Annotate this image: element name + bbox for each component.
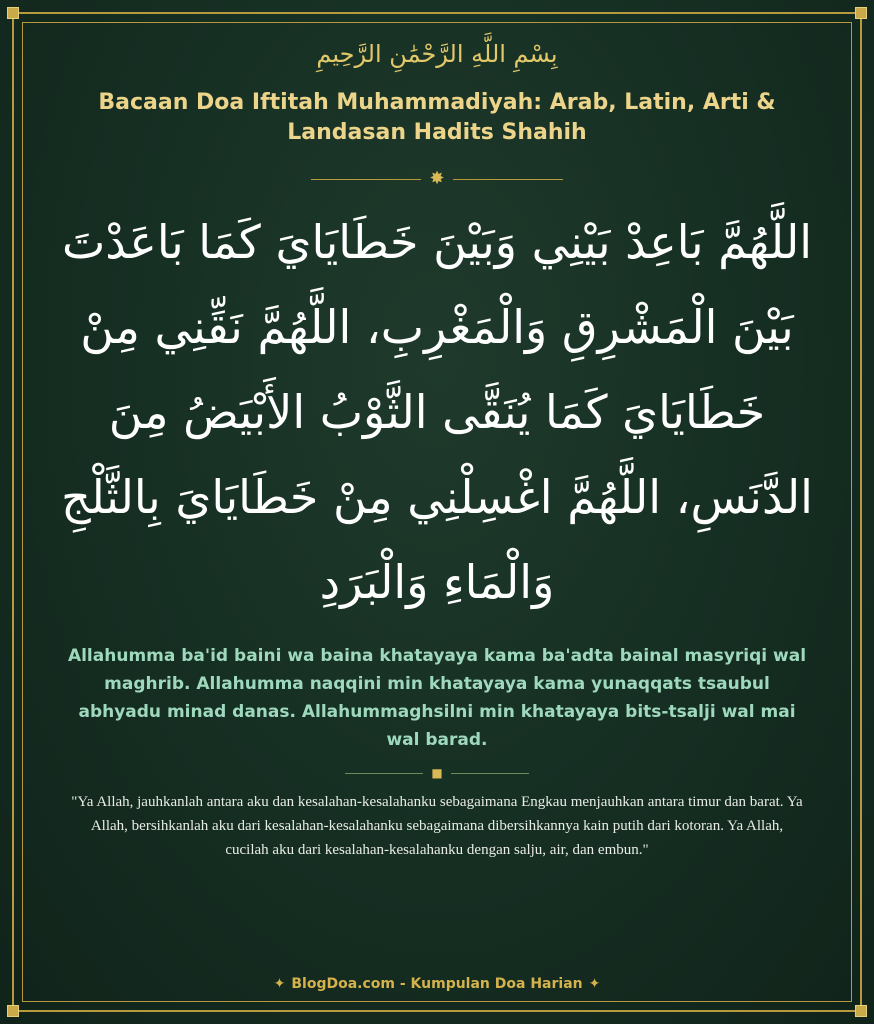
page-title: Bacaan Doa Iftitah Muhammadiyah: Arab, Latin, Arti & Landasan Hadits Shahih — [98, 90, 776, 145]
divider-line — [345, 773, 423, 774]
divider-line — [451, 773, 529, 774]
corner-ornament-icon — [855, 1005, 867, 1017]
divider-line — [453, 179, 563, 180]
latin-transliteration: Allahumma ba'id baini wa baina khatayaya kama ba'adta bainal masyriqi wal maghrib. Allahumma naqqini min khatayaya kama yunaqqats tsaubul abhyadu minad danas. Allahummaghsilni min khatayaya bits-tsalji wal mai wal barad. — [67, 646, 807, 750]
corner-ornament-icon — [7, 1005, 19, 1017]
divider-line — [311, 179, 421, 180]
corner-ornament-icon — [7, 7, 19, 19]
title-divider — [0, 170, 874, 188]
translation-text: "Ya Allah, jauhkanlah antara aku dan kesalahan-kesalahanku sebagaimana Engkau menjauhkan antara timur dan barat. Ya Allah, bersihkanlah aku dari kesalahan-kesalahanku sebagaimana dibersihkannya kain putih dari kotoran. Ya Allah, cucilah aku dari kesalahan-kesalahanku dengan salju, air, dan embun." — [71, 794, 803, 858]
section-divider — [0, 767, 874, 779]
sparkle-icon: ✦ — [273, 976, 286, 992]
footer-text: BlogDoa.com - Kumpulan Doa Harian — [291, 976, 583, 992]
ornament-star-icon: ■ — [431, 766, 443, 780]
arabic-prayer-text: اللَّهُمَّ بَاعِدْ بَيْنِي وَبَيْنَ خَطَايَايَ كَمَا بَاعَدْتَ بَيْنَ الْمَشْرِقِ وَالْمَغْرِبِ، اللَّهُمَّ نَقِّنِي مِنْ خَطَايَايَ كَمَا يُنَقَّى الثَّوْبُ الأَبْيَضُ مِنَ الدَّنَسِ، اللَّهُمَّ اغْسِلْنِي مِنْ خَطَايَايَ بِالثَّلْجِ وَالْمَاءِ وَالْبَرَدِ — [61, 215, 813, 609]
corner-ornament-icon — [855, 7, 867, 19]
bismillah-heading: بِسْمِ اللَّهِ الرَّحْمَٰنِ الرَّحِيمِ — [316, 40, 558, 68]
sparkle-icon: ✦ — [588, 976, 601, 992]
footer-credit — [0, 976, 874, 992]
ornament-star-icon: ✸ — [429, 168, 445, 189]
